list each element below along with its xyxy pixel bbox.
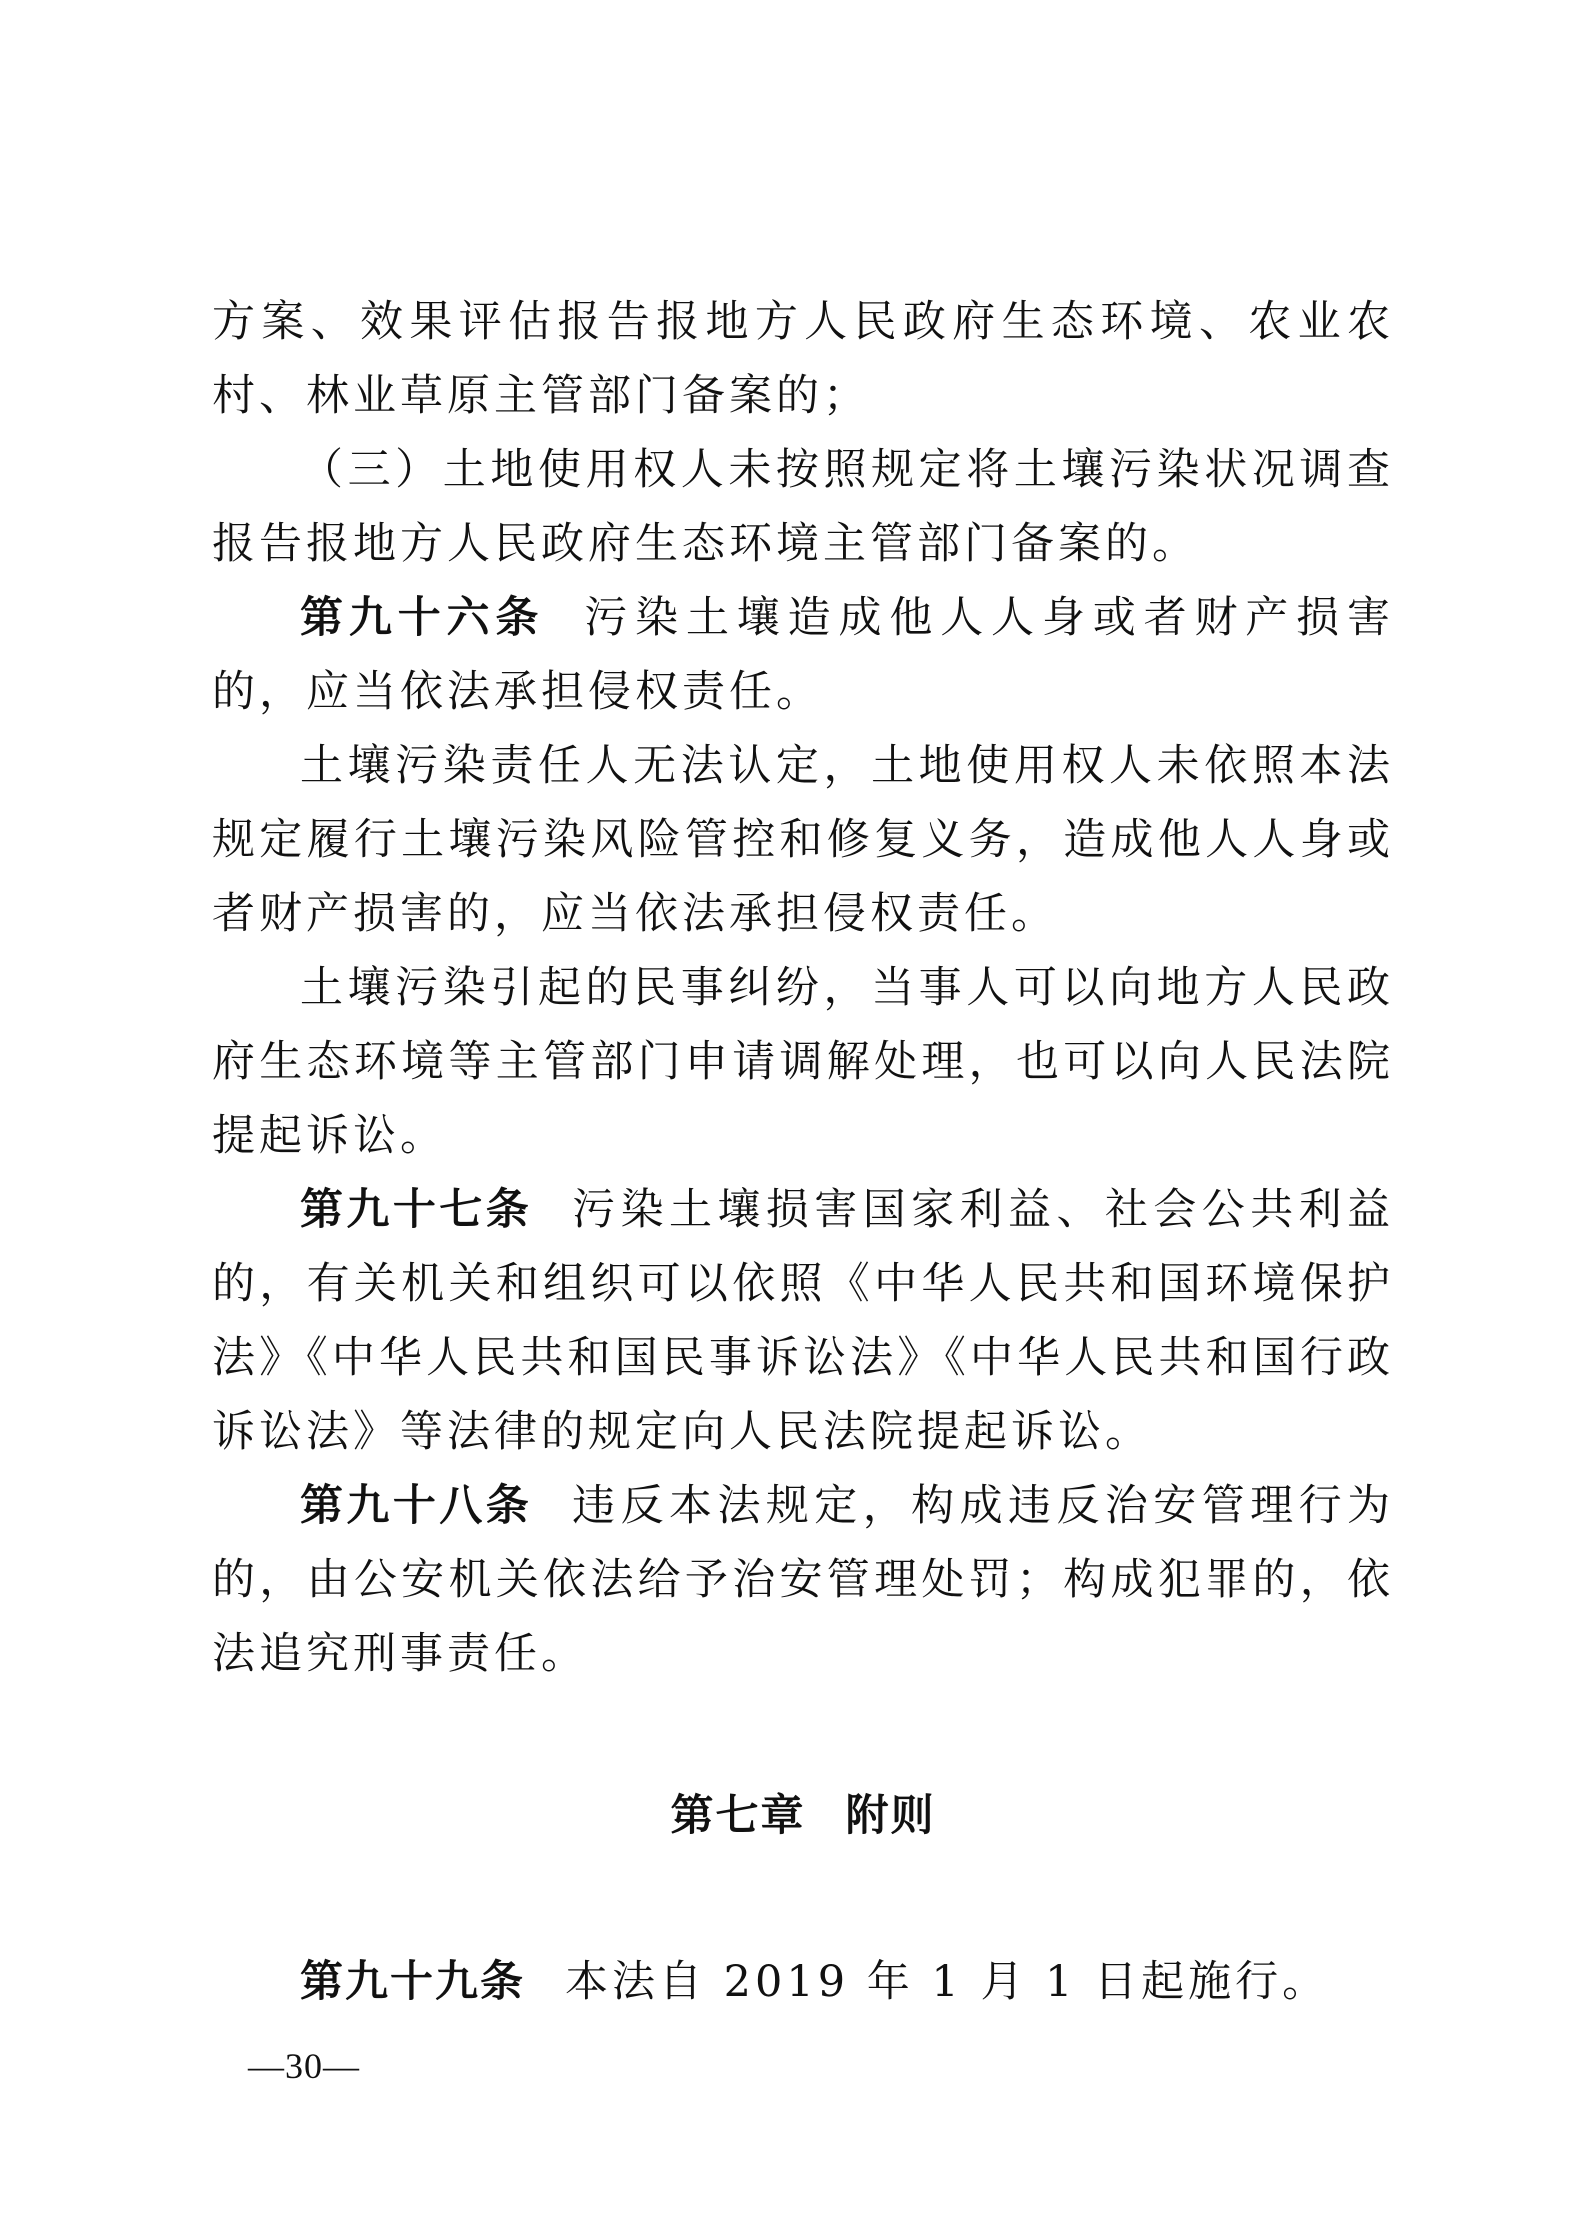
article-96 xyxy=(212,581,1394,729)
article-99 xyxy=(212,1945,1394,2019)
article-96-paragraph-3: 土壤污染引起的民事纠纷，当事人可以向地方人民政府生态环境等主管部门申请调解处理，也可以向人民法院提起诉讼。 xyxy=(212,963,1394,1161)
article-99-text: 本法自 2019 年 1 月 1 日起施行。 xyxy=(565,1957,1330,2007)
paragraph-continued: 方案、效果评估报告报地方人民政府生态环境、农业农村、林业草原主管部门备案的； xyxy=(212,297,1394,421)
article-96-number: 第九十六条 xyxy=(300,593,545,643)
chapter-title: 附则 xyxy=(845,1791,936,1841)
article-98-number: 第九十八条 xyxy=(300,1481,533,1531)
paragraph-item-three: （三）土地使用权人未按照规定将土壤污染状况调查报告报地方人民政府生态环境主管部门备案的。 xyxy=(212,445,1394,569)
article-96-text: 污染土壤造成他人人身或者财产损害的，应当依法承担侵权责任。 xyxy=(212,593,1394,717)
article-97 xyxy=(212,1173,1394,1469)
article-98-text: 违反本法规定，构成违反治安管理行为的，由公安机关依法给予治安管理处罚；构成犯罪的，依法追究刑事责任。 xyxy=(212,1481,1395,1679)
article-97-number: 第九十七条 xyxy=(300,1185,533,1235)
article-99-number: 第九十九条 xyxy=(300,1957,525,2007)
page-number: —30— xyxy=(248,2046,360,2086)
chapter-heading xyxy=(212,1779,1394,1853)
article-96-paragraph-2: 土壤污染责任人无法认定，土地使用权人未依照本法规定履行土壤污染风险管控和修复义务，造成他人人身或者财产损害的，应当依法承担侵权责任。 xyxy=(212,741,1394,939)
chapter-number: 第七章 xyxy=(670,1791,806,1841)
article-97-text: 污染土壤损害国家利益、社会公共利益的，有关机关和组织可以依照《中华人民共和国环境保护法》《中华人民共和国民事诉讼法》《中华人民共和国行政诉讼法》等法律的规定向人民法院提起诉讼。 xyxy=(212,1185,1395,1457)
page-content xyxy=(212,285,1394,2019)
article-98 xyxy=(212,1469,1394,1691)
